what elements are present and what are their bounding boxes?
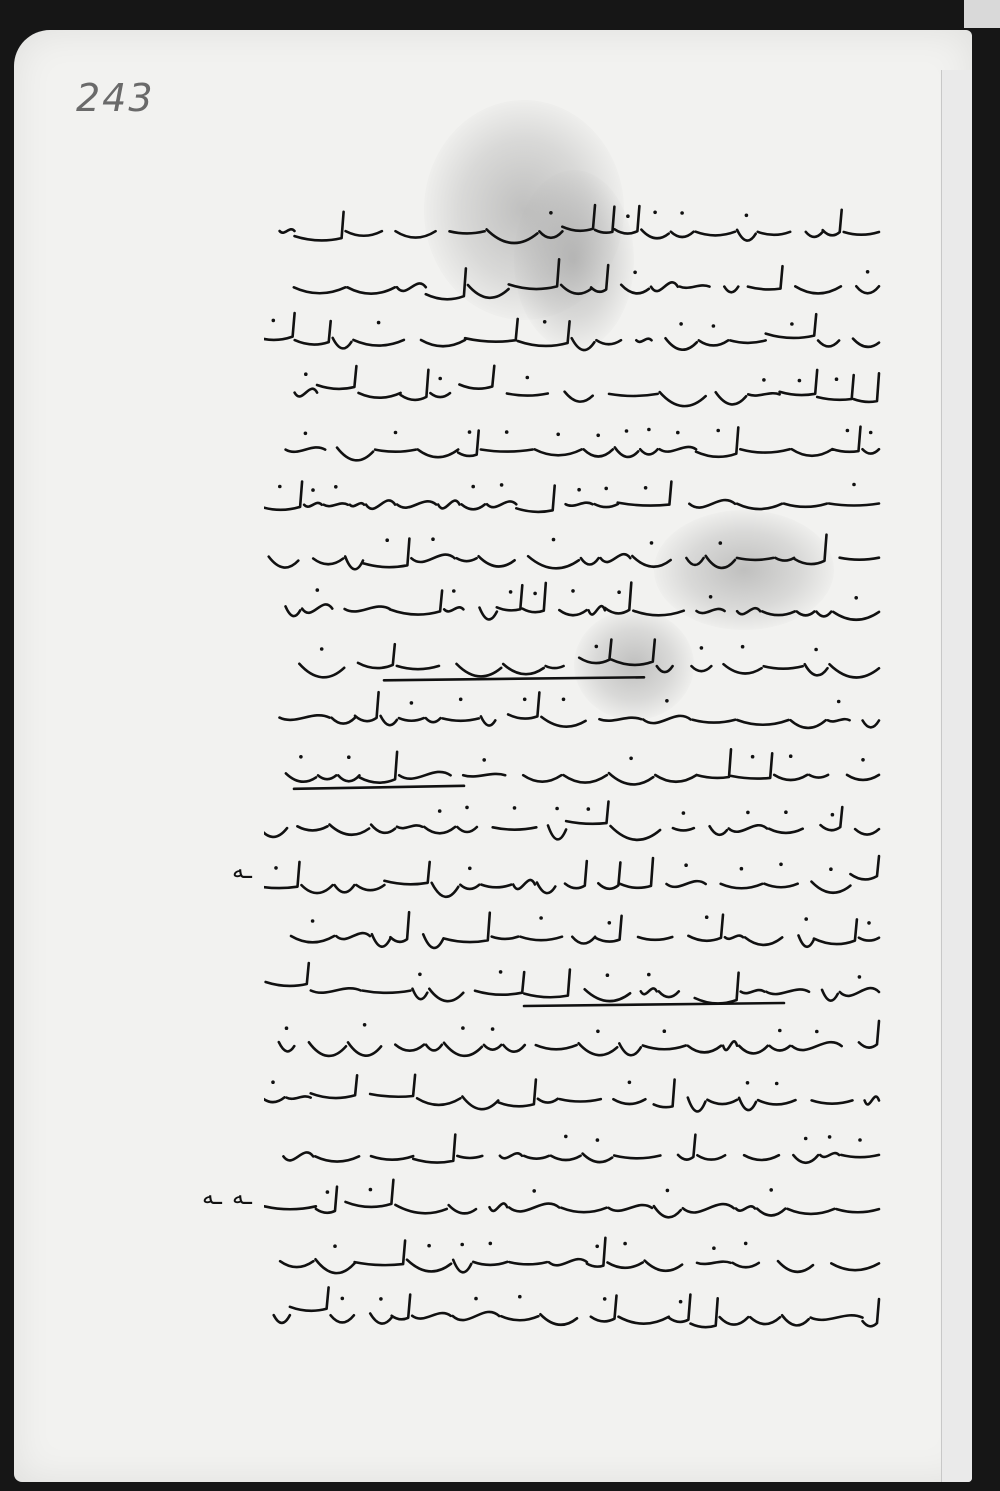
diacritic-dot	[869, 431, 873, 435]
diacritic-dot	[804, 917, 808, 921]
diacritic-dot	[562, 698, 566, 702]
handwriting-stroke	[269, 535, 879, 570]
diacritic-dot	[333, 1244, 337, 1248]
handwriting-stroke	[264, 802, 879, 840]
diacritic-dot	[740, 867, 744, 871]
margin-note: ـه	[232, 1182, 252, 1210]
diacritic-dot	[427, 1244, 431, 1248]
manuscript-line	[279, 1021, 879, 1056]
margin-note: ـه	[202, 1182, 222, 1210]
diacritic-dot	[555, 807, 559, 811]
diacritic-dot	[603, 1297, 607, 1301]
diacritic-dot	[577, 488, 581, 492]
diacritic-dot	[532, 1189, 536, 1193]
diacritic-dot	[852, 483, 856, 487]
diacritic-dot	[746, 1081, 750, 1085]
diacritic-dot	[438, 377, 442, 381]
manuscript-line	[286, 583, 880, 620]
manuscript-line	[264, 1075, 879, 1112]
manuscript-line	[274, 1287, 879, 1327]
diacritic-dot	[539, 916, 543, 920]
manuscript-line	[264, 482, 879, 512]
diacritic-dot	[665, 699, 669, 703]
diacritic-dot	[468, 430, 472, 434]
diacritic-dot	[460, 1243, 464, 1247]
diacritic-dot	[471, 485, 475, 489]
diacritic-dot	[499, 970, 503, 974]
diacritic-dot	[680, 211, 684, 215]
diacritic-dot	[628, 1081, 632, 1085]
diacritic-dot	[587, 807, 591, 811]
diacritic-dot	[779, 863, 783, 867]
diacritic-dot	[746, 811, 750, 815]
diacritic-dot	[363, 1023, 367, 1027]
diacritic-dot	[712, 1246, 716, 1250]
handwriting-stroke	[299, 640, 879, 678]
diacritic-dot	[784, 810, 788, 814]
diacritic-dot	[828, 1135, 832, 1139]
diacritic-dot	[751, 755, 755, 759]
diacritic-dot	[633, 271, 637, 275]
manuscript-line	[280, 205, 879, 243]
diacritic-dot	[626, 214, 630, 218]
diacritic-dot	[644, 486, 648, 490]
diacritic-dot	[274, 866, 278, 870]
diacritic-dot	[285, 1026, 289, 1030]
folio-number: 243	[76, 76, 155, 120]
diacritic-dot	[596, 434, 600, 438]
manuscript-page	[14, 30, 972, 1482]
manuscript-line	[283, 1135, 879, 1163]
diacritic-dot	[676, 431, 680, 435]
diacritic-dot	[549, 211, 553, 215]
diacritic-dot	[299, 755, 303, 759]
diacritic-dot	[867, 921, 871, 925]
diacritic-dot	[666, 1189, 670, 1193]
diacritic-dot	[762, 378, 766, 382]
diacritic-dot	[278, 485, 282, 489]
diacritic-dot	[311, 919, 315, 923]
underline-stroke	[524, 1003, 784, 1006]
diacritic-dot	[379, 1297, 383, 1301]
handwriting-stroke	[264, 313, 879, 350]
manuscript-line	[294, 259, 879, 299]
diacritic-dot	[712, 324, 716, 328]
diacritic-dot	[790, 322, 794, 326]
diacritic-dot	[608, 921, 612, 925]
manuscript-line	[286, 427, 879, 461]
diacritic-dot	[326, 1190, 330, 1194]
manuscript-line	[269, 535, 879, 570]
diacritic-dot	[369, 1188, 373, 1192]
handwriting-stroke	[295, 366, 879, 406]
manuscript-line	[291, 912, 879, 948]
diacritic-dot	[518, 1295, 522, 1299]
diacritic-dot	[271, 1080, 275, 1084]
diacritic-dot	[647, 973, 651, 977]
handwriting-stroke	[280, 1238, 879, 1273]
diacritic-dot	[341, 1297, 345, 1301]
diacritic-dot	[438, 809, 442, 813]
diacritic-dot	[623, 1242, 627, 1246]
diacritic-dot	[629, 757, 633, 761]
diacritic-dot	[682, 811, 686, 815]
diacritic-dot	[663, 1029, 667, 1033]
diacritic-dot	[556, 433, 560, 437]
diacritic-dot	[700, 646, 704, 650]
diacritic-dot	[679, 1300, 683, 1304]
diacritic-dot	[684, 863, 688, 867]
diacritic-dot	[861, 758, 865, 762]
diacritic-dot	[741, 645, 745, 649]
diacritic-dot	[491, 1027, 495, 1031]
scanner-edge	[964, 0, 1000, 28]
diacritic-dot	[571, 589, 575, 593]
handwriting-stroke	[274, 1287, 879, 1327]
margin-note: ـه	[232, 856, 252, 884]
diacritic-dot	[778, 1029, 782, 1033]
diacritic-dot	[459, 698, 463, 702]
diacritic-dot	[543, 320, 547, 324]
diacritic-dot	[789, 754, 793, 758]
handwriting-stroke	[279, 1021, 879, 1056]
diacritic-dot	[418, 973, 422, 977]
diacritic-dot	[804, 1137, 808, 1141]
diacritic-dot	[709, 595, 713, 599]
diacritic-dot	[831, 813, 835, 817]
diacritic-dot	[854, 596, 858, 600]
diacritic-dot	[769, 1188, 773, 1192]
diacritic-dot	[866, 270, 870, 274]
diacritic-dot	[846, 429, 850, 433]
diacritic-dot	[377, 321, 381, 325]
diacritic-dot	[858, 975, 862, 979]
diacritic-dot	[625, 429, 629, 433]
diacritic-dot	[461, 1026, 465, 1030]
manuscript-line	[286, 749, 879, 784]
manuscript-line	[264, 802, 879, 840]
handwriting-stroke	[294, 259, 879, 299]
diacritic-dot	[858, 1138, 862, 1142]
diacritic-dot	[595, 645, 599, 649]
diacritic-dot	[716, 429, 720, 433]
diacritic-dot	[705, 915, 709, 919]
diacritic-dot	[745, 214, 749, 218]
diacritic-dot	[523, 698, 527, 702]
diacritic-dot	[595, 1245, 599, 1249]
page-edge	[941, 70, 972, 1482]
diacritic-dot	[474, 1297, 478, 1301]
diacritic-dot	[452, 589, 456, 593]
diacritic-dot	[650, 541, 654, 545]
handwriting-stroke	[264, 482, 879, 512]
diacritic-dot	[744, 1242, 748, 1246]
diacritic-dot	[564, 1135, 568, 1139]
handwriting-stroke	[266, 963, 879, 1003]
diacritic-dot	[482, 758, 486, 762]
diacritic-dot	[719, 541, 723, 545]
manuscript-line	[295, 366, 879, 406]
diacritic-dot	[410, 701, 414, 705]
diacritic-dot	[647, 428, 651, 432]
diacritic-dot	[385, 538, 389, 542]
manuscript-line	[280, 1238, 879, 1273]
diacritic-dot	[814, 648, 818, 652]
diacritic-dot	[465, 806, 469, 810]
diacritic-dot	[653, 211, 657, 215]
manuscript-line	[264, 1180, 879, 1218]
handwritten-lines	[264, 198, 894, 1338]
manuscript-line	[264, 856, 879, 897]
manuscript-text-block	[264, 198, 894, 1338]
diacritic-dot	[798, 379, 802, 383]
diacritic-dot	[500, 483, 504, 487]
diacritic-dot	[334, 485, 338, 489]
diacritic-dot	[304, 432, 308, 436]
manuscript-line	[264, 313, 879, 350]
diacritic-dot	[272, 319, 276, 323]
diacritic-dot	[815, 1030, 819, 1034]
diacritic-dot	[533, 592, 537, 596]
diacritic-dot	[513, 806, 517, 810]
manuscript-line	[299, 640, 879, 678]
underline-stroke	[294, 786, 464, 789]
diacritic-dot	[604, 487, 608, 491]
manuscript-line	[266, 963, 879, 1003]
diacritic-dot	[431, 537, 435, 541]
handwriting-stroke	[280, 692, 880, 728]
diacritic-dot	[505, 430, 509, 434]
diacritic-dot	[552, 538, 556, 542]
diacritic-dot	[468, 867, 472, 871]
diacritic-dot	[526, 376, 530, 380]
diacritic-dot	[829, 867, 833, 871]
manuscript-line	[280, 692, 880, 728]
diacritic-dot	[617, 590, 621, 594]
diacritic-dot	[837, 700, 841, 704]
underline-stroke	[384, 677, 644, 680]
handwriting-stroke	[264, 1075, 879, 1112]
handwriting-stroke	[291, 912, 879, 948]
handwriting-stroke	[286, 583, 880, 620]
diacritic-dot	[835, 377, 839, 381]
diacritic-dot	[311, 488, 315, 492]
handwriting-stroke	[280, 205, 879, 243]
diacritic-dot	[347, 755, 351, 759]
diacritic-dot	[596, 1030, 600, 1034]
diacritic-dot	[775, 1082, 779, 1086]
diacritic-dot	[596, 1138, 600, 1142]
diacritic-dot	[320, 647, 324, 651]
handwriting-stroke	[283, 1135, 879, 1163]
diacritic-dot	[606, 973, 610, 977]
diacritic-dot	[304, 372, 308, 376]
diacritic-dot	[679, 322, 683, 326]
diacritic-dot	[509, 590, 513, 594]
handwriting-stroke	[264, 1180, 879, 1218]
handwriting-stroke	[286, 427, 879, 461]
diacritic-dot	[316, 588, 320, 592]
handwriting-stroke	[264, 856, 879, 897]
diacritic-dot	[394, 431, 398, 435]
diacritic-dot	[489, 1242, 493, 1246]
